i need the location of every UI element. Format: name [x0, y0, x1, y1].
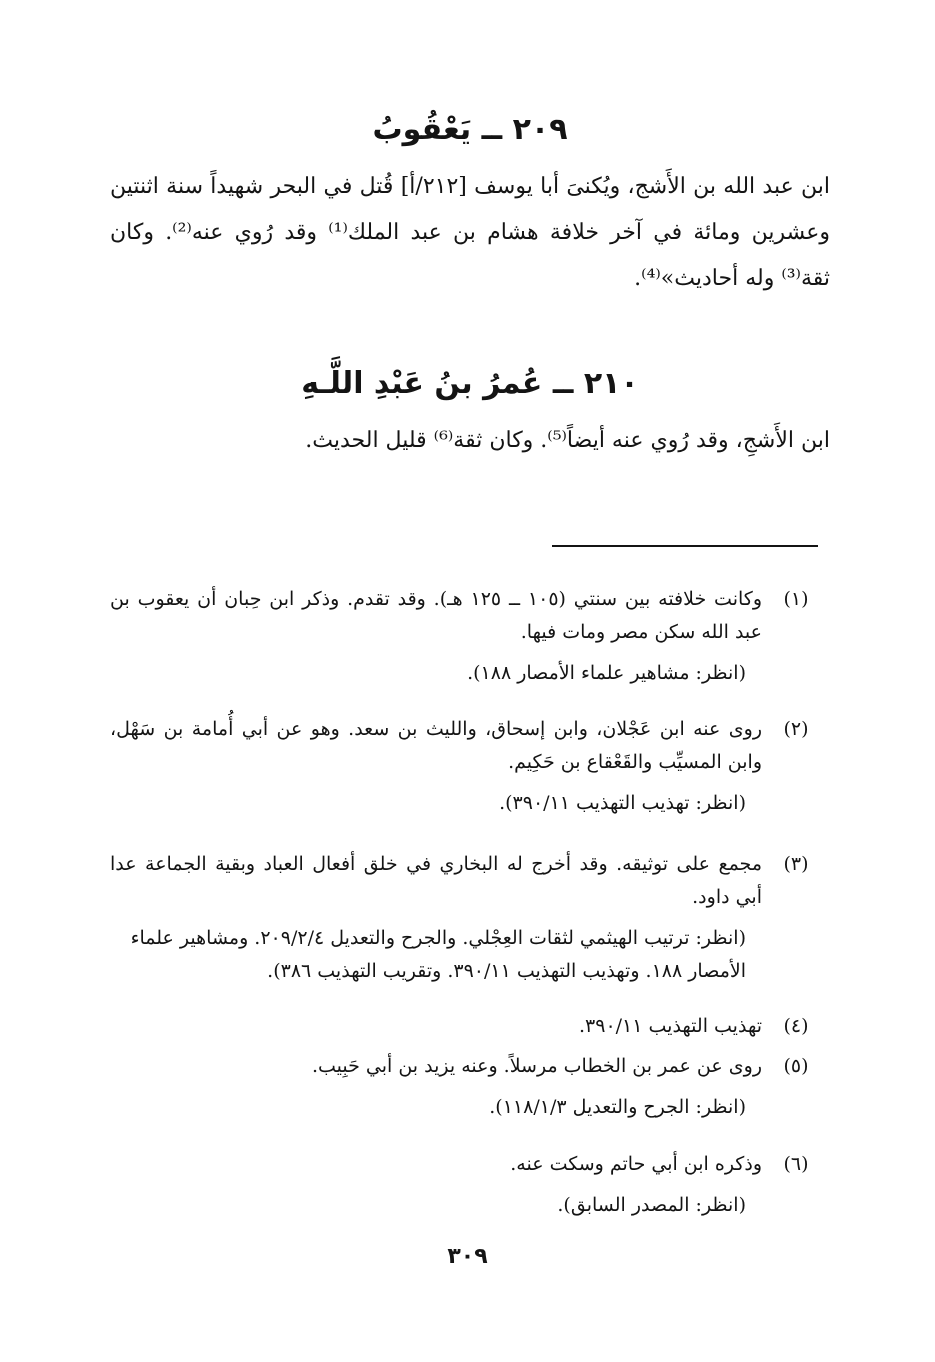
- footnote-6: [110, 1148, 822, 1222]
- footnote-reference: (انظر: الجرح والتعديل ١١٨/١/٣).: [489, 1096, 746, 1118]
- footnote-text: روى عنه ابن عَجْلان، وابن إسحاق، والليث بن سعد. وهو عن أبي أُمامة بن سَهْل، وابن المسيِّب والقَعْقاع بن حَكِيم.: [110, 718, 762, 773]
- footnote-5: [110, 1050, 822, 1124]
- footnote-reference: (انظر: ترتيب الهيثمي لثقات العِجْلي. والجرح والتعديل ٢٠٩/٢/٤. ومشاهير علماء الأمصار ١٨٨. وتهذيب التهذيب ٣٩٠/١١. وتقريب التهذيب ٣٨٦).: [130, 927, 746, 982]
- entry-title-209: ٢٠٩ ــ يَعْقُوبُ: [372, 112, 568, 147]
- entry-body-210: ابن الأَشجِ، وقد رُوي عنه أيضاً⁽⁵⁾. وكان ثقة⁽⁶⁾ قليل الحديث.: [305, 428, 830, 453]
- footnote-number: (٢): [783, 718, 809, 740]
- entry-body-209: ابن عبد الله بن الأَشج، ويُكنىَ أبا يوسف [٢١٢/أ] قُتل في البحر شهيداً سنة اثنتين وعشرين ومائة في آخر خلافة هشام بن عبد الملك⁽¹⁾ وقد رُوي عنه⁽²⁾. وكان ثقة⁽³⁾ وله أحاديث»⁽⁴⁾.: [110, 174, 830, 291]
- footnote-number: (٦): [783, 1153, 809, 1175]
- footnote-3: [110, 848, 822, 988]
- footnote-text: روى عن عمر بن الخطاب مرسلاً. وعنه يزيد بن أبي حَبِيب.: [311, 1055, 762, 1077]
- footnote-separator: [552, 545, 818, 547]
- footnote-number: (٥): [783, 1055, 809, 1077]
- footnote-reference: (انظر: تهذيب التهذيب ٣٩٠/١١).: [499, 792, 746, 814]
- footnote-number: (٤): [783, 1015, 809, 1037]
- footnote-4: [110, 1010, 822, 1043]
- footnote-text: وكانت خلافته بين سنتي (١٠٥ ــ ١٢٥ هـ). وقد تقدم. وذكر ابن حِبان أن يعقوب بن عبد الله سكن مصر ومات فيها.: [110, 588, 762, 643]
- footnote-text: وذكره ابن أبي حاتم وسكت عنه.: [510, 1153, 762, 1175]
- footnote-number: (١): [783, 588, 809, 610]
- entry-title-210: ٢١٠ ــ عُمرُ بنُ عَبْدِ اللَّـهِ: [301, 366, 639, 401]
- footnote-1: [110, 583, 822, 690]
- footnote-number: (٣): [783, 853, 809, 875]
- page-number: ٣٠٩: [447, 1244, 488, 1269]
- footnote-text: مجمع على توثيقه. وقد أخرج له البخاري في خلق أفعال العباد وبقية الجماعة عدا أبي داود.: [110, 853, 762, 908]
- footnote-2: [110, 713, 822, 820]
- footnote-text: تهذيب التهذيب ٣٩٠/١١.: [578, 1015, 762, 1037]
- footnote-reference: (انظر: المصدر السابق).: [557, 1194, 746, 1216]
- footnote-reference: (انظر: مشاهير علماء الأمصار ١٨٨).: [467, 662, 746, 684]
